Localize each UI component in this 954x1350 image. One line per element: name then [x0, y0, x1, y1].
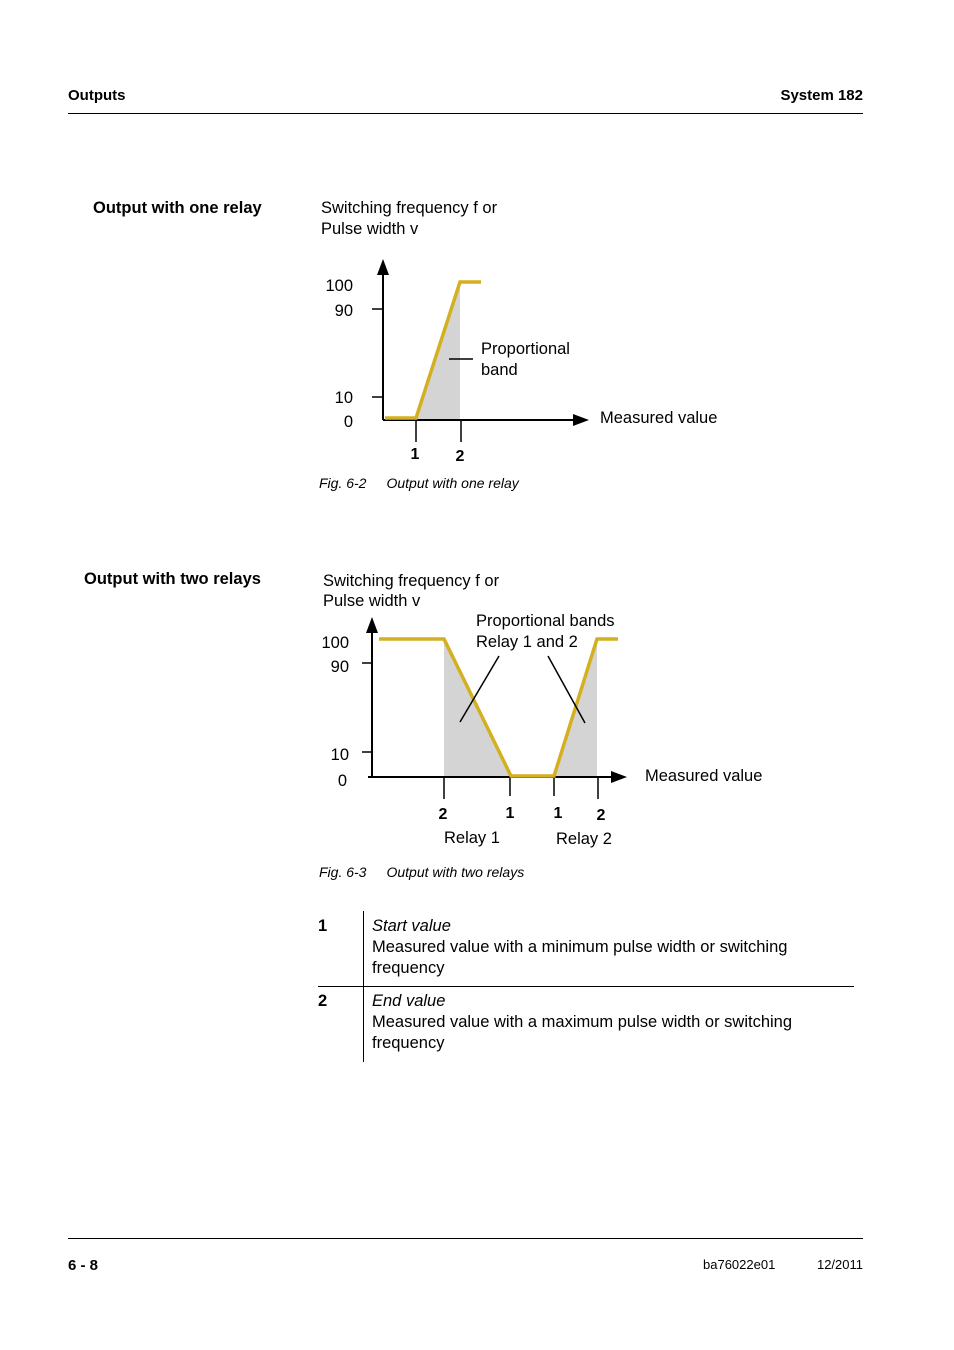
y-axis-label-line2: Pulse width v: [323, 592, 421, 610]
point-label-relay1-end: 2: [438, 806, 448, 823]
caption-text: Output with two relays: [386, 864, 525, 880]
header-section-title: Outputs: [68, 87, 126, 104]
chart-one-relay: [300, 185, 760, 475]
y-tick-label-0: 0: [337, 772, 347, 790]
y-axis-label-line2: Pulse width v: [321, 220, 419, 238]
point-label-end: 2: [455, 448, 465, 465]
header-rule: [68, 113, 863, 114]
y-tick-label-100: 100: [325, 277, 353, 295]
chart-two-relays: [300, 565, 800, 865]
point-label-relay1-start: 1: [505, 805, 515, 822]
legend-entry-1: [372, 916, 852, 979]
document-date: 12/2011: [816, 1257, 863, 1272]
legend-number-2: 2: [318, 992, 328, 1010]
page-number: 6 - 8: [68, 1257, 99, 1274]
point-label-relay2-start: 1: [553, 805, 563, 822]
legend-row-divider: [318, 986, 854, 987]
caption-number: Fig. 6-3: [319, 864, 367, 880]
figure-caption-6-2: [319, 475, 519, 491]
band-label-line2: band: [481, 361, 518, 379]
y-tick-label-90: 90: [334, 302, 353, 320]
caption-text: Output with one relay: [386, 475, 519, 491]
figure-caption-6-3: [319, 864, 524, 880]
y-axis-arrow-icon: [377, 259, 389, 275]
legend-desc-line1: Measured value with a minimum pulse width or switching: [372, 938, 788, 956]
legend-desc-line1: Measured value with a maximum pulse width or switching: [372, 1013, 793, 1031]
legend-desc-line2: frequency: [372, 959, 445, 977]
y-tick-label-10: 10: [334, 389, 353, 407]
band-label-line1: Proportional bands: [476, 612, 615, 630]
caption-number: Fig. 6-2: [319, 475, 367, 491]
legend-title: Start value: [372, 917, 451, 935]
y-tick-label-10: 10: [330, 746, 349, 764]
x-axis-label: Measured value: [600, 409, 718, 427]
relay2-label: Relay 2: [556, 830, 612, 848]
point-label-relay2-end: 2: [596, 807, 606, 824]
point-label-start: 1: [410, 446, 420, 463]
x-axis-arrow-icon: [611, 771, 627, 783]
y-tick-label-100: 100: [321, 634, 349, 652]
header-product-name: System 182: [780, 87, 863, 104]
x-axis-label: Measured value: [645, 767, 763, 785]
footer-rule: [68, 1238, 863, 1239]
relay1-label: Relay 1: [444, 829, 500, 847]
y-axis-arrow-icon: [366, 617, 378, 633]
band-label-line2: Relay 1 and 2: [476, 633, 578, 651]
x-axis-arrow-icon: [573, 414, 589, 426]
band-label-line1: Proportional: [481, 340, 570, 358]
section-heading-one-relay: Output with one relay: [93, 199, 262, 217]
legend-number-1: 1: [318, 917, 328, 935]
legend-desc-line2: frequency: [372, 1034, 445, 1052]
y-axis-label-line1: Switching frequency f or: [321, 199, 498, 217]
y-axis-label-line1: Switching frequency f or: [323, 572, 500, 590]
y-tick-label-0: 0: [343, 413, 353, 431]
legend-entry-2: [372, 991, 852, 1054]
legend-title: End value: [372, 992, 446, 1010]
y-tick-label-90: 90: [330, 658, 349, 676]
document-id: ba76022e01: [703, 1257, 776, 1272]
section-heading-two-relays: Output with two relays: [84, 570, 261, 588]
